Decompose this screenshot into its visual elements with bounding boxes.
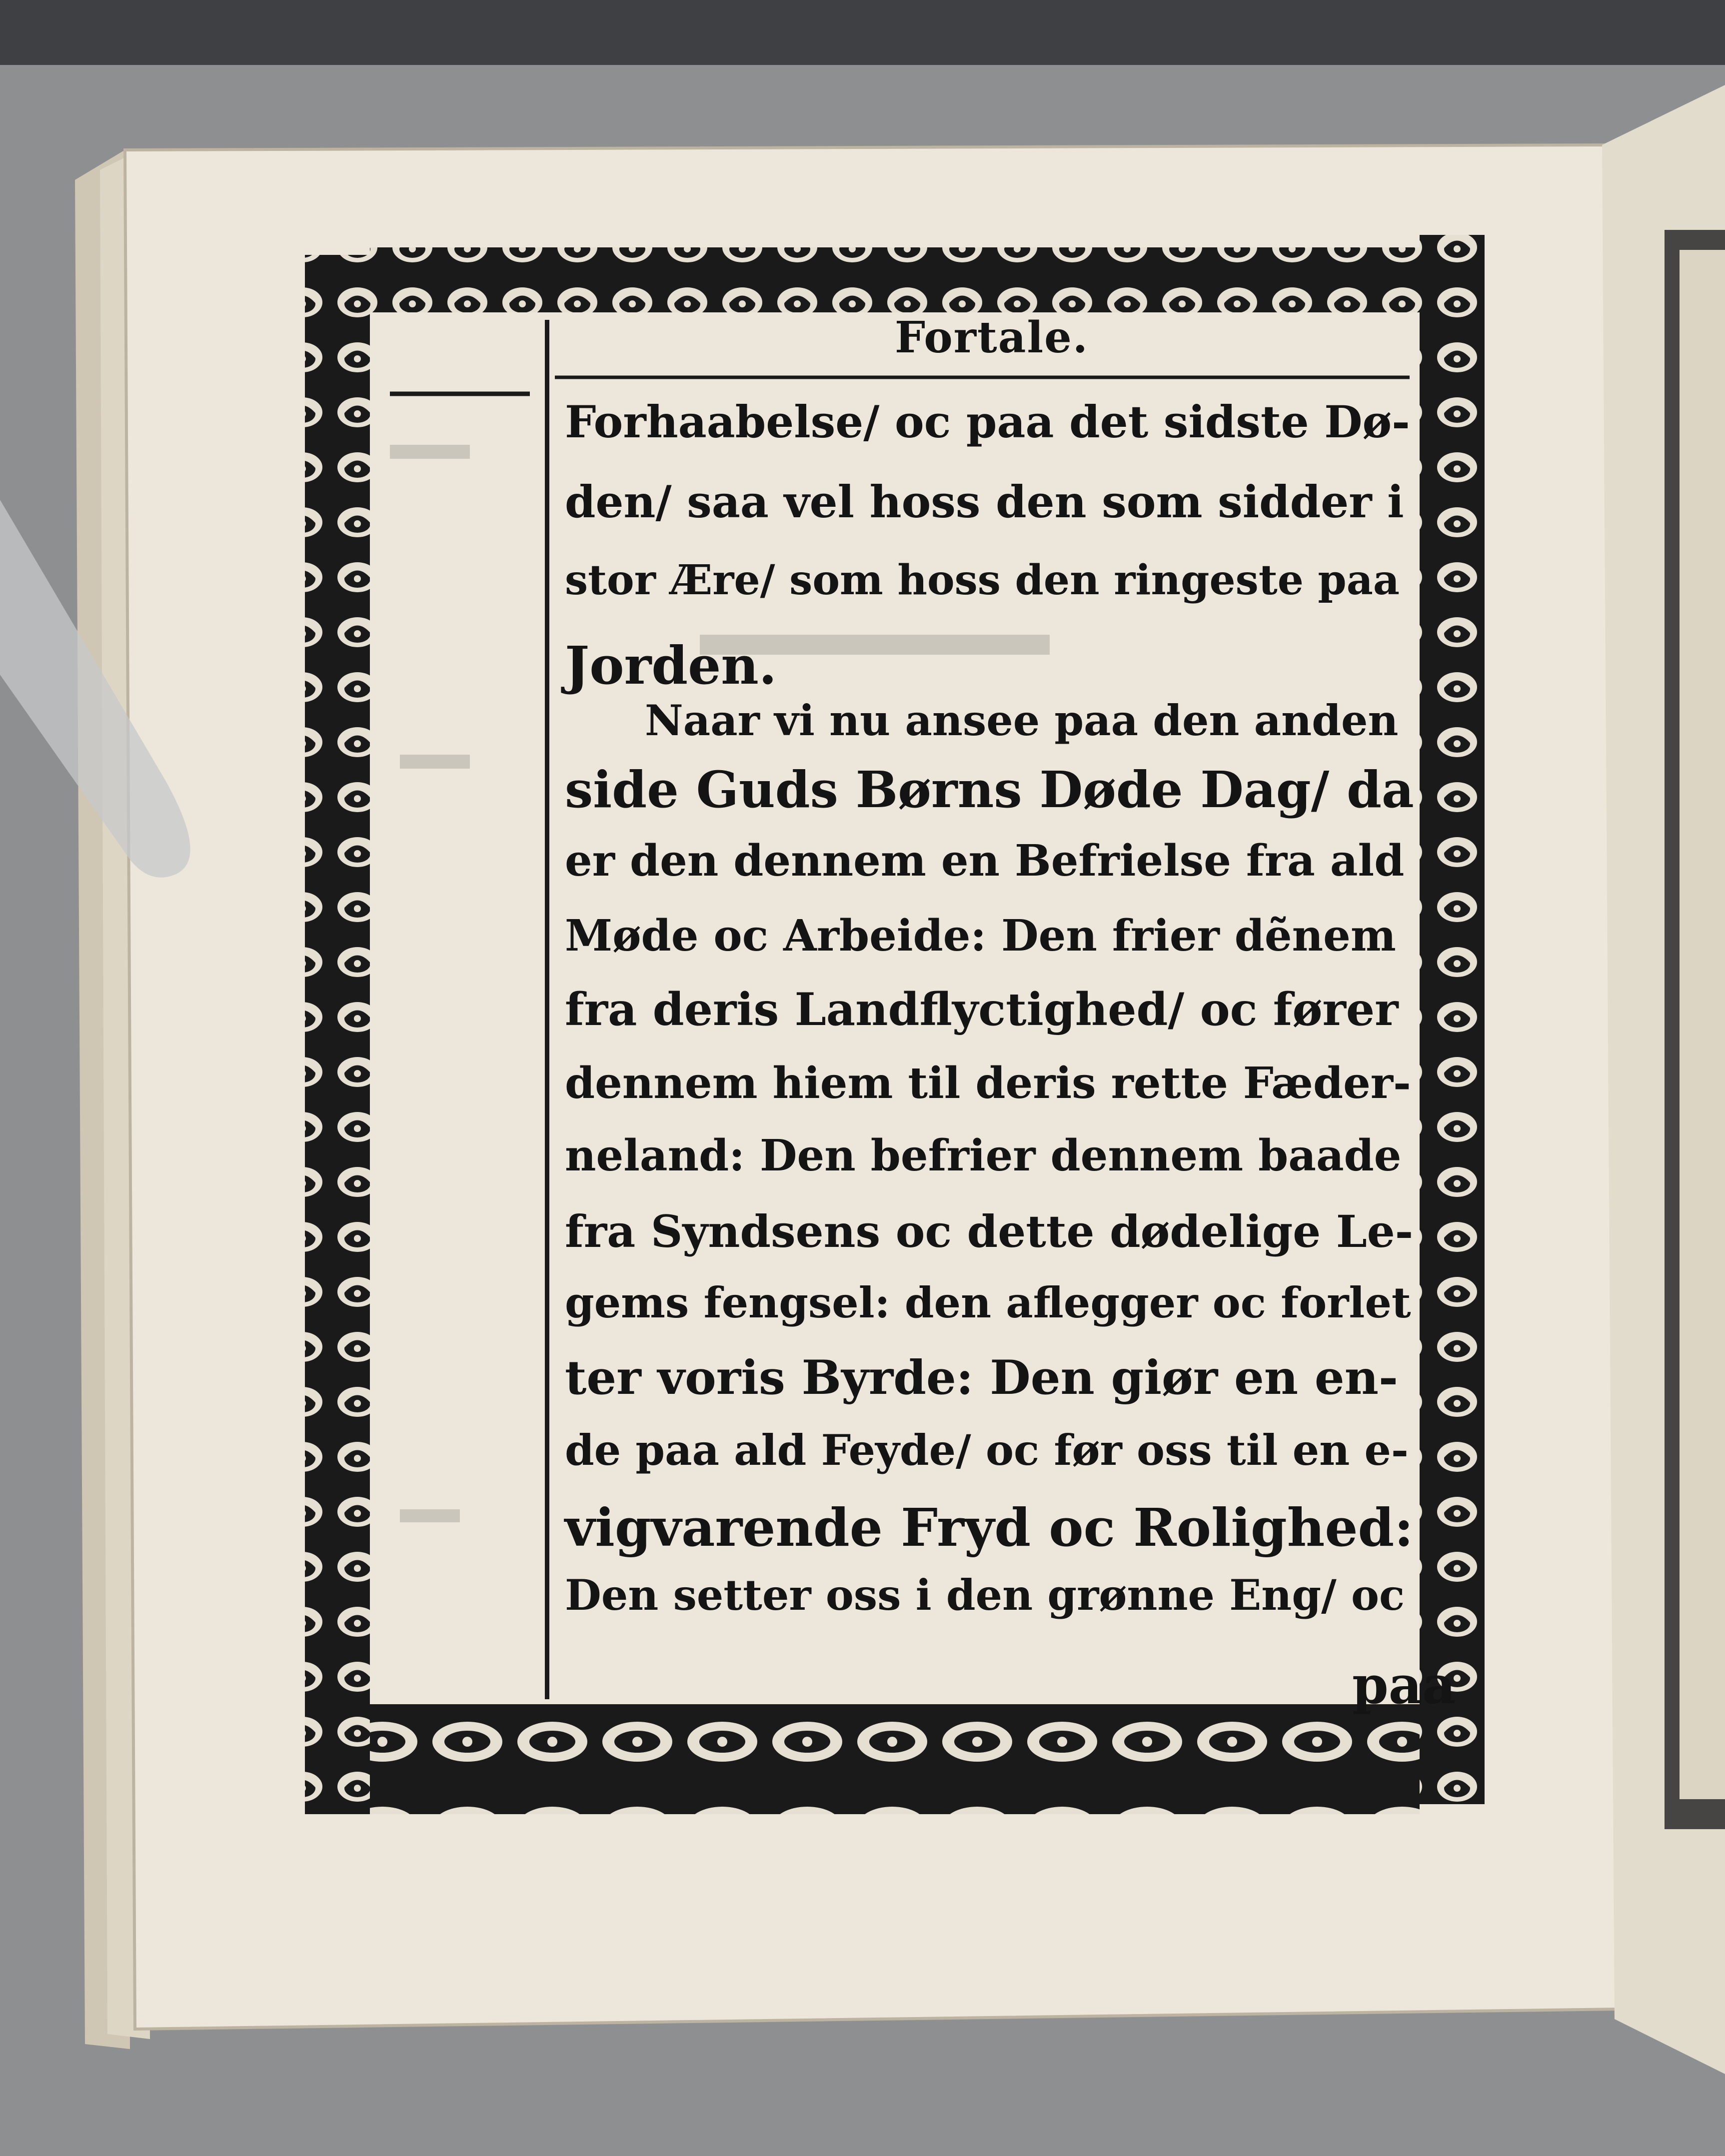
text-line-5: Naar vi nu ansee paa den anden (645, 696, 1399, 745)
text-line-15: de paa ald Feyde/ oc før oss til en e- (565, 1425, 1409, 1475)
text-line-7: er den dennem en Befrielse fra ald (565, 836, 1405, 886)
running-head: Fortale. (895, 312, 1089, 363)
text-line-11: neland: Den befrier dennem baade (565, 1130, 1402, 1181)
text-line-10: dennem hiem til deris rette Fæder- (565, 1058, 1411, 1108)
text-line-9: fra deris Landflyctighed/ oc fører (565, 983, 1399, 1036)
text-line-8: Møde oc Arbeide: Den frier dẽnem (565, 911, 1396, 961)
catchword: paa (1352, 1654, 1456, 1716)
text-line-4: Jorden. (565, 635, 777, 696)
text-line-1: Forhaabelse/ oc paa det sidste Dø- (565, 396, 1410, 448)
text-line-13: gems fengsel: den aflegger oc forlet (565, 1278, 1411, 1327)
text-line-6: side Guds Børns Døde Dag/ da (565, 760, 1414, 819)
text-line-14: ter voris Byrde: Den giør en en- (565, 1350, 1399, 1405)
text-line-3: stor Ære/ som hoss den ringeste paa (565, 556, 1400, 604)
text-line-12: fra Syndsens oc dette dødelige Le- (565, 1205, 1414, 1257)
text-line-17: Den setter oss i den grønne Eng/ oc (565, 1570, 1405, 1620)
text-line-2: den/ saa vel hoss den som sidder i (565, 476, 1404, 528)
text-line-16: vigvarende Fryd oc Rolighed: (565, 1497, 1414, 1558)
